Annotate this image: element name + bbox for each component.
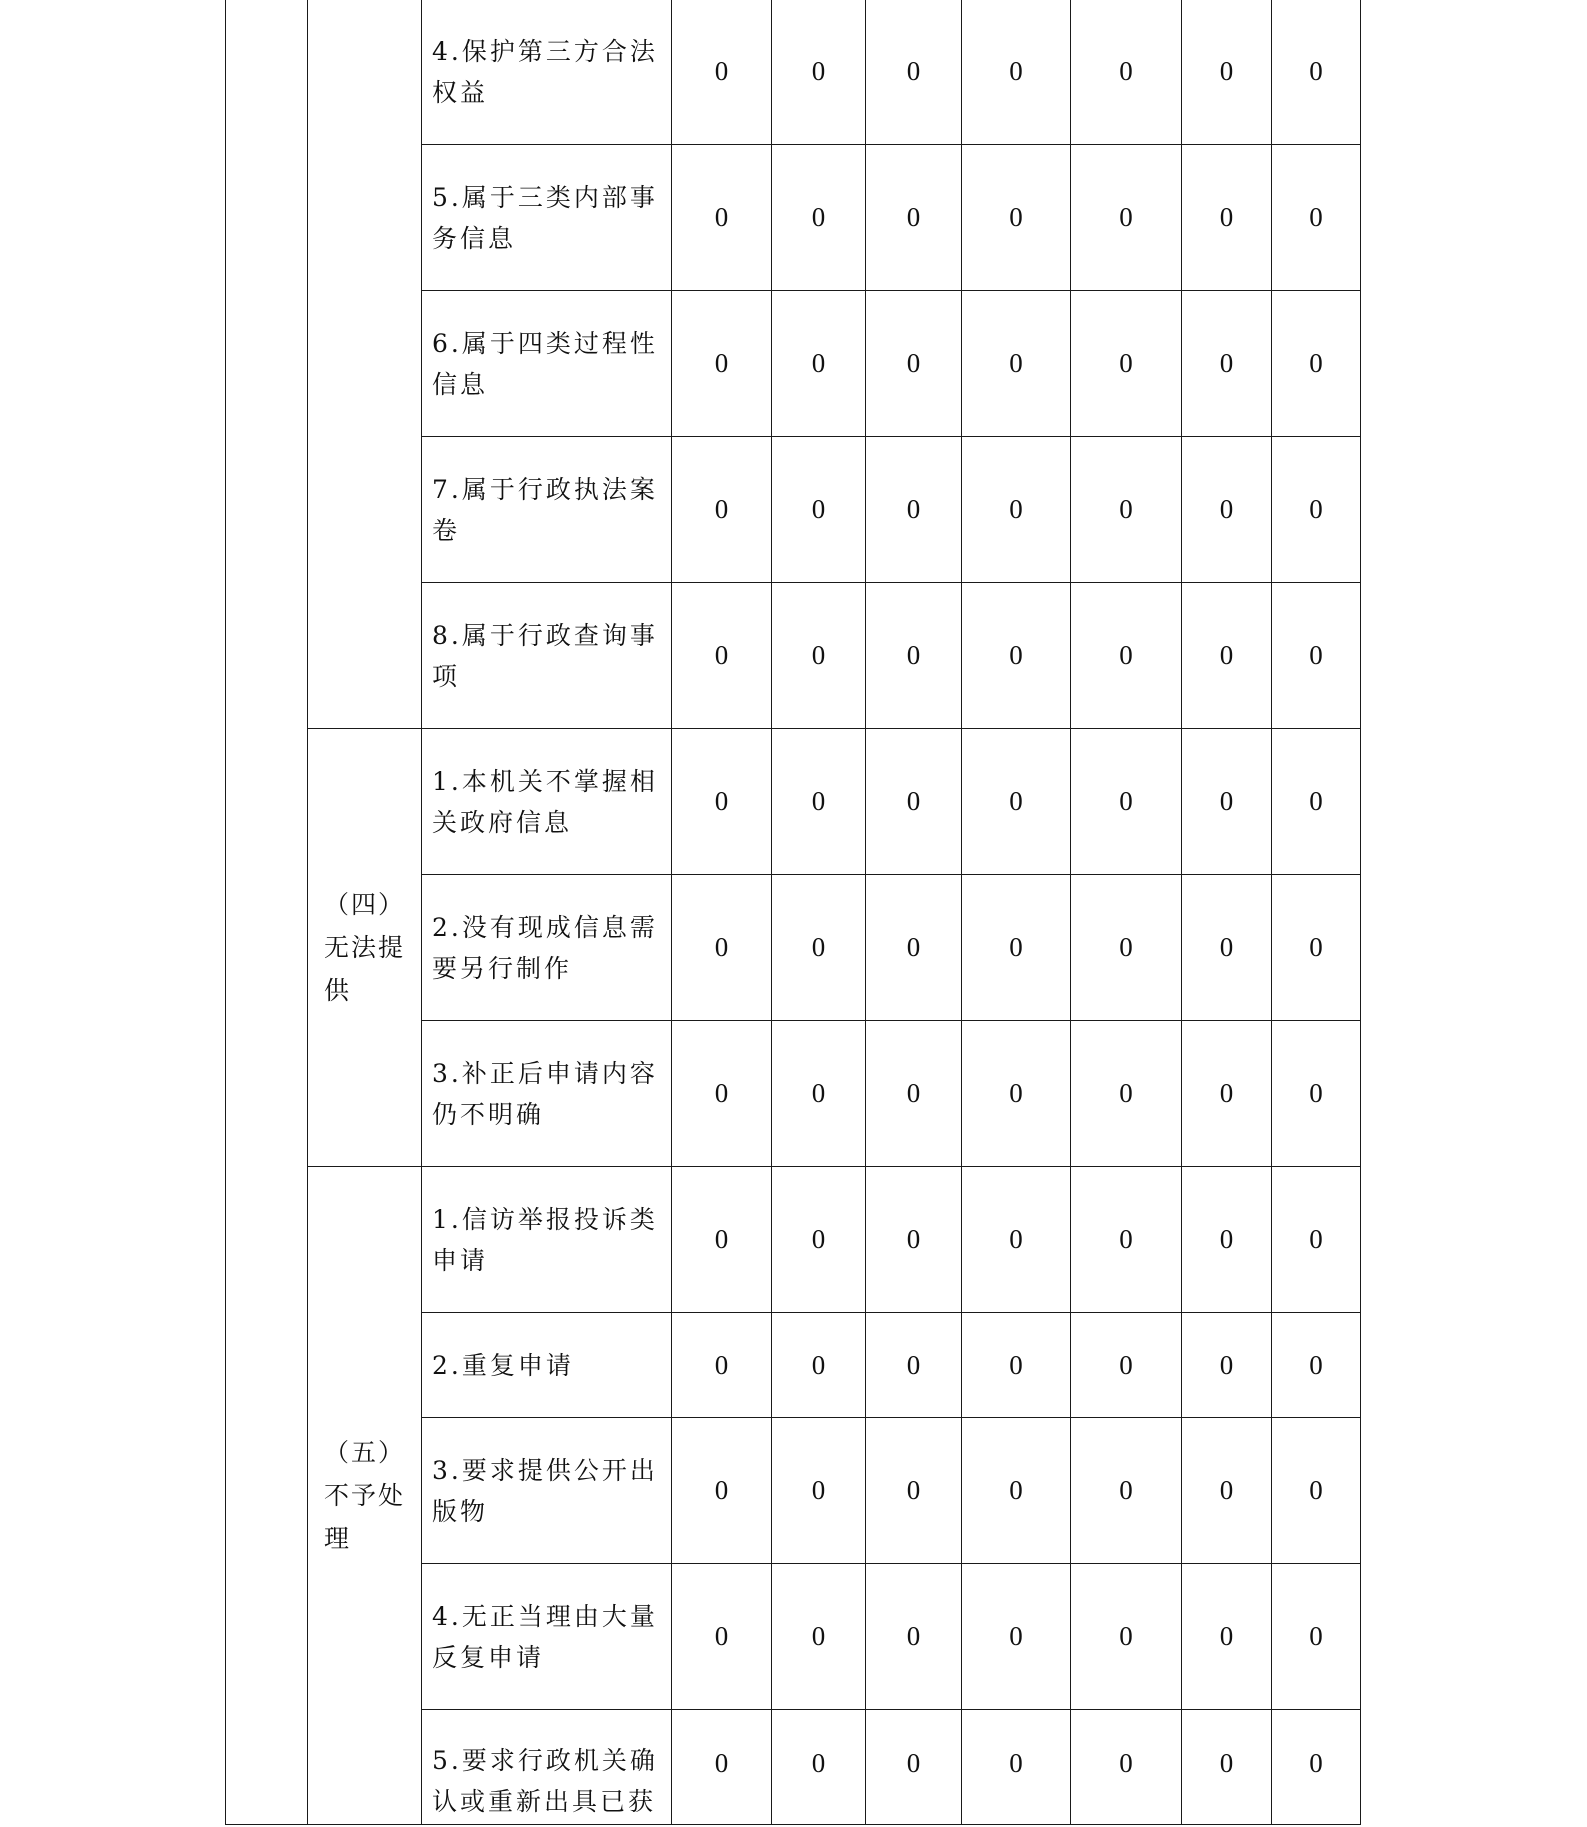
row-label	[422, 1418, 672, 1564]
value-cell: 0	[672, 145, 772, 291]
value-cell: 0	[1182, 145, 1272, 291]
value-cell: 0	[672, 1418, 772, 1564]
value-cell: 0	[866, 583, 962, 729]
value-cell: 0	[772, 1418, 866, 1564]
row-label-text: 1.信访举报投诉类申请	[432, 1204, 658, 1275]
value-cell: 0	[772, 1710, 866, 1825]
value-cell: 0	[866, 875, 962, 1021]
value-cell: 0	[1182, 1564, 1272, 1710]
group-title: （五）	[324, 1438, 406, 1467]
value-cell: 0	[1272, 437, 1361, 583]
row-label-text: 5.要求行政机关确认或重新出具已获	[432, 1746, 658, 1816]
row-label	[422, 0, 672, 145]
value-cell: 0	[772, 0, 866, 145]
value-cell: 0	[1272, 875, 1361, 1021]
value-cell: 0	[1071, 437, 1182, 583]
value-cell: 0	[1071, 1313, 1182, 1418]
value-cell: 0	[1272, 145, 1361, 291]
value-cell: 0	[962, 437, 1071, 583]
group-cell-cannot-provide	[308, 729, 422, 1167]
value-cell: 0	[672, 875, 772, 1021]
value-cell: 0	[1272, 729, 1361, 875]
value-cell: 0	[866, 1167, 962, 1313]
value-cell: 0	[866, 1313, 962, 1418]
value-cell: 0	[672, 729, 772, 875]
value-cell: 0	[672, 1313, 772, 1418]
value-cell: 0	[1272, 1418, 1361, 1564]
row-label-text: 2.没有现成信息需要另行制作	[432, 912, 658, 983]
row-label	[422, 291, 672, 437]
row-label-text: 1.本机关不掌握相关政府信息	[432, 766, 658, 837]
row-label-text: 4.保护第三方合法权益	[432, 36, 658, 107]
value-cell: 0	[672, 1710, 772, 1825]
value-cell: 0	[772, 291, 866, 437]
value-cell: 0	[1182, 1021, 1272, 1167]
row-label	[422, 583, 672, 729]
row-label-text: 8.属于行政查询事项	[432, 620, 658, 691]
value-cell: 0	[1071, 729, 1182, 875]
row-label	[422, 1710, 672, 1825]
value-cell: 0	[1182, 875, 1272, 1021]
row-label	[422, 875, 672, 1021]
value-cell: 0	[866, 1564, 962, 1710]
row-label	[422, 437, 672, 583]
value-cell: 0	[1182, 1313, 1272, 1418]
row-label-text: 6.属于四类过程性信息	[432, 328, 658, 399]
group-label: 不予处理	[324, 1481, 406, 1553]
row-label	[422, 1167, 672, 1313]
value-cell: 0	[772, 1564, 866, 1710]
value-cell: 0	[1272, 1313, 1361, 1418]
value-cell: 0	[1182, 0, 1272, 145]
value-cell: 0	[1272, 0, 1361, 145]
value-cell: 0	[1071, 1021, 1182, 1167]
value-cell: 0	[1272, 1710, 1361, 1825]
value-cell: 0	[962, 875, 1071, 1021]
value-cell: 0	[962, 0, 1071, 145]
table-row	[226, 1167, 1361, 1313]
value-cell: 0	[962, 1313, 1071, 1418]
value-cell: 0	[962, 1564, 1071, 1710]
value-cell: 0	[1071, 1564, 1182, 1710]
value-cell: 0	[672, 291, 772, 437]
value-cell: 0	[866, 291, 962, 437]
value-cell: 0	[1272, 291, 1361, 437]
row-label	[422, 145, 672, 291]
value-cell: 0	[772, 145, 866, 291]
row-label	[422, 729, 672, 875]
value-cell: 0	[772, 729, 866, 875]
value-cell: 0	[772, 1021, 866, 1167]
value-cell: 0	[962, 583, 1071, 729]
table-row	[226, 0, 1361, 145]
value-cell: 0	[866, 729, 962, 875]
value-cell: 0	[672, 1564, 772, 1710]
group-cell-continued	[308, 0, 422, 729]
value-cell: 0	[1182, 1418, 1272, 1564]
row-label-text: 5.属于三类内部事务信息	[432, 182, 658, 253]
row-label	[422, 1564, 672, 1710]
group-title: （四）	[324, 890, 406, 919]
value-cell: 0	[1071, 291, 1182, 437]
value-cell: 0	[672, 583, 772, 729]
value-cell: 0	[1071, 1418, 1182, 1564]
group-label: 无法提供	[324, 933, 406, 1005]
value-cell: 0	[1182, 729, 1272, 875]
value-cell: 0	[1071, 1167, 1182, 1313]
value-cell: 0	[866, 1418, 962, 1564]
value-cell: 0	[962, 291, 1071, 437]
value-cell: 0	[772, 1313, 866, 1418]
value-cell: 0	[672, 1167, 772, 1313]
value-cell: 0	[1071, 0, 1182, 145]
row-label-text: 7.属于行政执法案卷	[432, 474, 658, 545]
value-cell: 0	[866, 1710, 962, 1825]
value-cell: 0	[866, 1021, 962, 1167]
value-cell: 0	[1272, 1021, 1361, 1167]
value-cell: 0	[672, 1021, 772, 1167]
group-cell-not-processed	[308, 1167, 422, 1825]
value-cell: 0	[962, 1021, 1071, 1167]
value-cell: 0	[672, 437, 772, 583]
outer-category-cell	[226, 0, 308, 1825]
value-cell: 0	[1272, 583, 1361, 729]
value-cell: 0	[1272, 1564, 1361, 1710]
value-cell: 0	[866, 437, 962, 583]
value-cell: 0	[1071, 145, 1182, 291]
row-label-text: 3.要求提供公开出版物	[432, 1455, 658, 1526]
value-cell: 0	[1182, 1167, 1272, 1313]
value-cell: 0	[1182, 291, 1272, 437]
value-cell: 0	[1272, 1167, 1361, 1313]
value-cell: 0	[772, 583, 866, 729]
value-cell: 0	[1071, 875, 1182, 1021]
value-cell: 0	[962, 145, 1071, 291]
value-cell: 0	[772, 875, 866, 1021]
row-label-text: 3.补正后申请内容仍不明确	[432, 1058, 658, 1129]
table-row	[226, 729, 1361, 875]
value-cell: 0	[672, 0, 772, 145]
value-cell: 0	[962, 729, 1071, 875]
value-cell: 0	[1182, 437, 1272, 583]
row-label	[422, 1021, 672, 1167]
value-cell: 0	[772, 1167, 866, 1313]
value-cell: 0	[1071, 1710, 1182, 1825]
value-cell: 0	[962, 1167, 1071, 1313]
row-label-text: 4.无正当理由大量反复申请	[432, 1601, 658, 1672]
row-label-text: 2.重复申请	[432, 1350, 574, 1380]
value-cell: 0	[962, 1710, 1071, 1825]
value-cell: 0	[962, 1418, 1071, 1564]
value-cell: 0	[866, 0, 962, 145]
value-cell: 0	[1182, 583, 1272, 729]
statistics-table	[225, 0, 1361, 1825]
value-cell: 0	[1071, 583, 1182, 729]
row-label	[422, 1313, 672, 1418]
value-cell: 0	[866, 145, 962, 291]
value-cell: 0	[772, 437, 866, 583]
value-cell: 0	[1182, 1710, 1272, 1825]
